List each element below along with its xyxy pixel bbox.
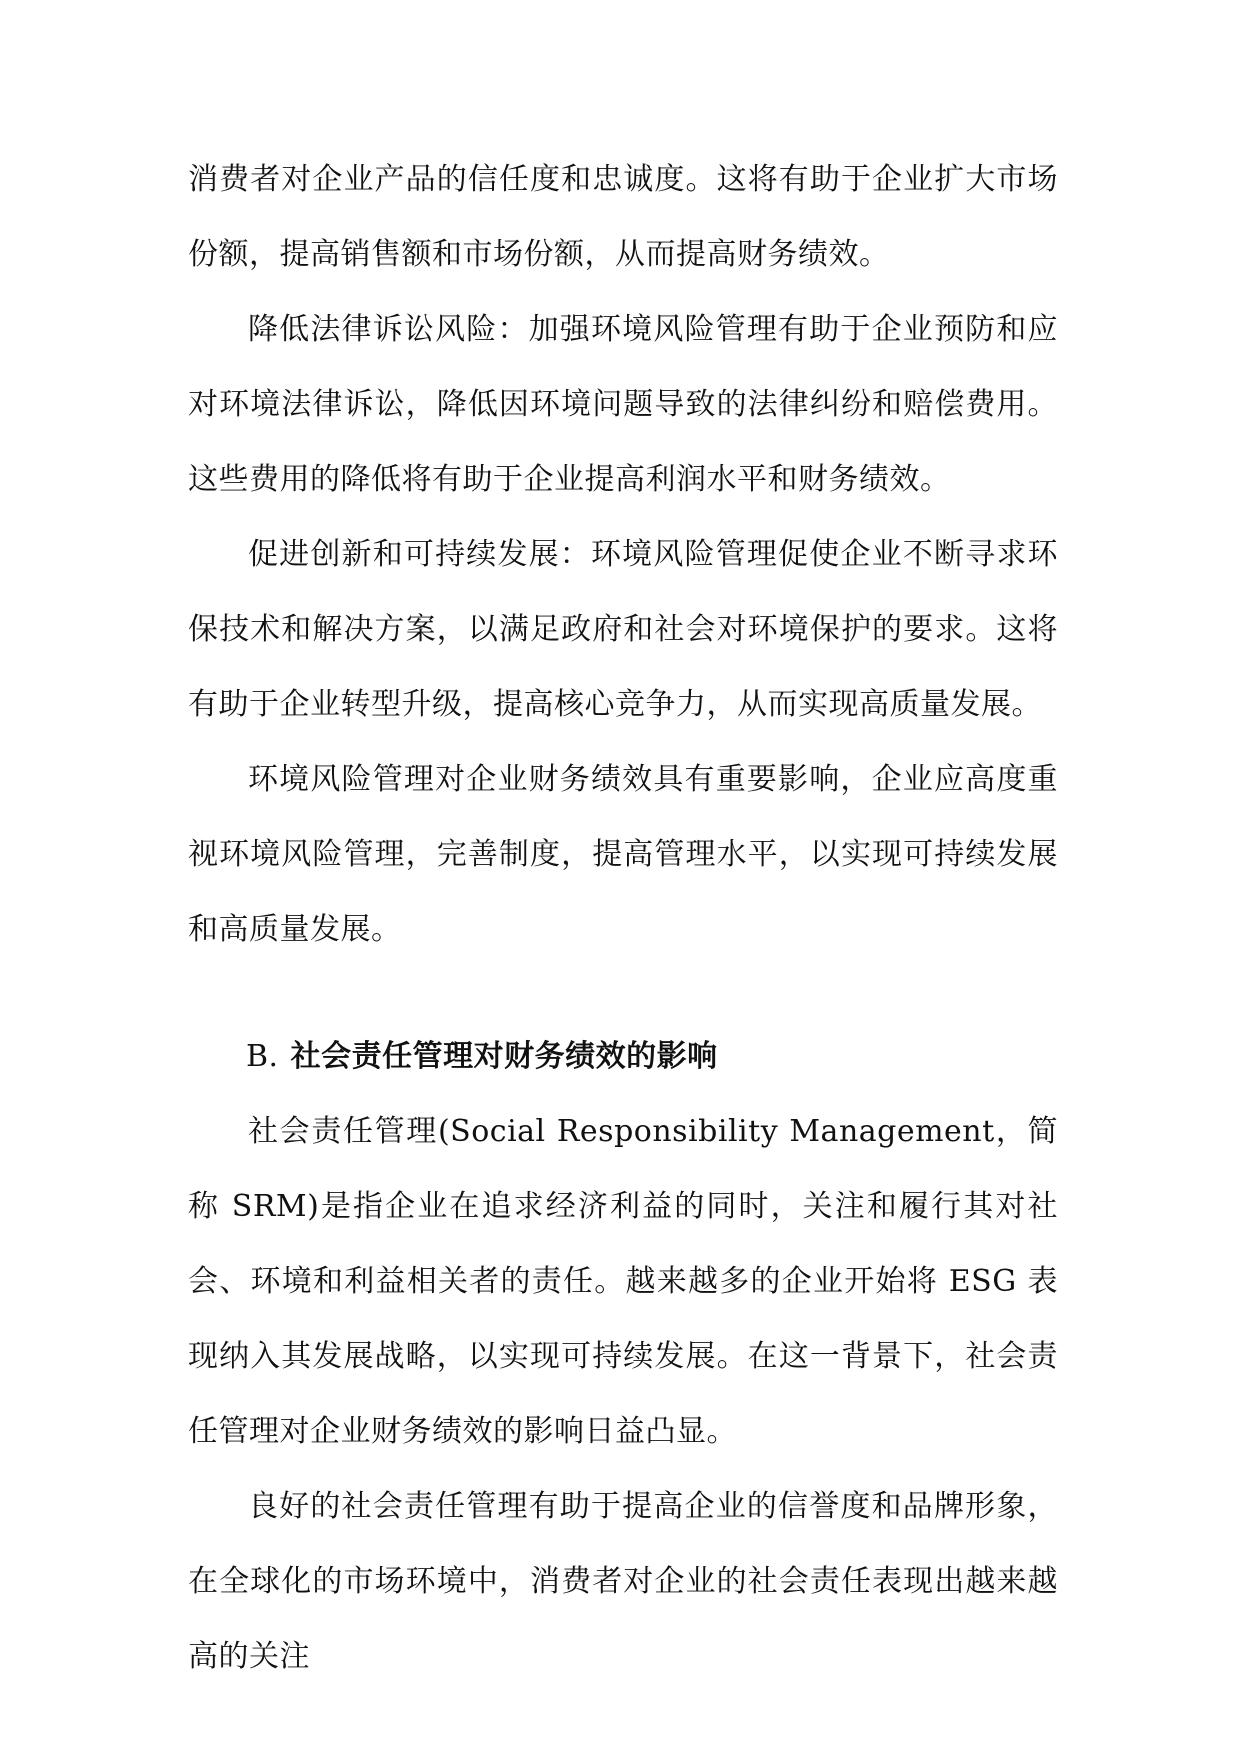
body-paragraph: 良好的社会责任管理有助于提高企业的信誉度和品牌形象，在全球化的市场环境中，消费者对企业的社会责任表现出越来越高的关注 — [188, 1489, 1058, 1674]
document-page — [188, 142, 1058, 1694]
section-number: B. — [246, 1039, 279, 1074]
section-heading — [188, 1019, 1058, 1094]
body-paragraph: 消费者对企业产品的信任度和忠诚度。这将有助于企业扩大市场份额，提高销售额和市场份额，从而提高财务绩效。 — [188, 162, 1058, 272]
body-paragraph: 降低法律诉讼风险：加强环境风险管理有助于企业预防和应对环境法律诉讼，降低因环境问题导致的法律纠纷和赔偿费用。这些费用的降低将有助于企业提高利润水平和财务绩效。 — [188, 312, 1058, 497]
body-paragraph: 环境风险管理对企业财务绩效具有重要影响，企业应高度重视环境风险管理，完善制度，提高管理水平，以实现可持续发展和高质量发展。 — [188, 762, 1058, 947]
body-paragraph: 社会责任管理(Social Responsibility Management，简称 SRM)是指企业在追求经济利益的同时，关注和履行其对社会、环境和利益相关者的责任。越来越多的企业开始将 ESG 表现纳入其发展战略，以实现可持续发展。在这一背景下，社会责任管理对企业财务绩效的影响日益凸显。 — [188, 1114, 1058, 1449]
section-spacer — [188, 967, 1058, 1019]
body-paragraph: 促进创新和可持续发展：环境风险管理促使企业不断寻求环保技术和解决方案，以满足政府和社会对环境保护的要求。这将有助于企业转型升级，提高核心竞争力，从而实现高质量发展。 — [188, 537, 1058, 722]
section-title: 社会责任管理对财务绩效的影响 — [290, 1039, 718, 1074]
